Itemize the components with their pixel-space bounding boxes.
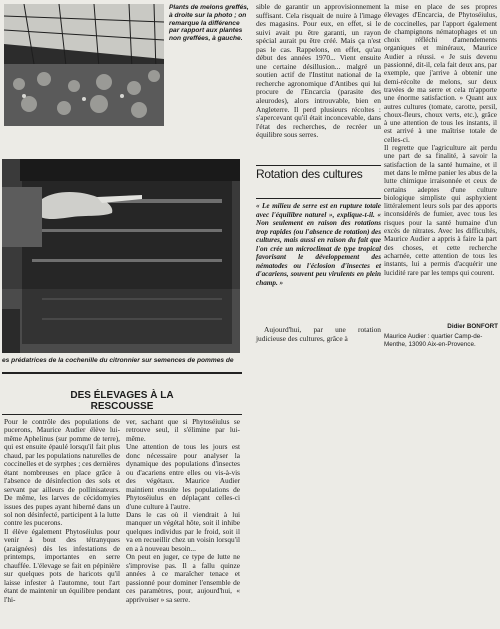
greenhouse-image — [4, 4, 164, 126]
section-rule — [256, 165, 381, 166]
column-2-top: sible de garantir un approvisionnement suffisant. Cela risquait de nuire à l'image des magasins. Pour eux, en effet, si le suivi avait pu être garanti, un rayon spécial aurait pu être créé. Mais ça n'est pas le cas. Rappelons, en effet, qu'au début des années 1970... Vient ensuite une certaine désillusion... malgré un soutien actif de l'Institut national de la recherche agronomique d'Antibes qui lui procure de l'Encarcia (parasite des aleurodes), alors introuvable, bien en Angleterre. Il perd plusieurs récoltes : s'apercevant qu'il était inconcevable, dans l'état des recherches, de recréer un équilibre sous serres. — [256, 2, 381, 140]
section-after: Aujourd'hui, par une rotation judicieuse des cultures, grâce à — [256, 325, 381, 343]
box-column-a: Pour le contrôle des populations de pucerons, Maurice Audier élève lui-même Aphelinus (sur pomme de terre), qui est ensuite épaulé lorsqu'il fait plus chaud, par les populations naturelles de coccinelles et de syrphes ; ces dernières étant nombreuses en place grâce à l'absence de désinfection des sols et servant par ailleurs de pollinisateurs. De même, les larves de cécidomyies issues des pupes ayant hiberné dans un sol non désinfecté, participent à la lutte contre les pucerons. Il élève également Phytoséiulus pour venir à bout des tétranyques (araignées) dès les infestations de printemps, importantes en serre chauffée. L'élevage se fait en pépinière sur quelques pots de haricots qu'il laisse infester à l'automne, tout l'art étant de maintenir un équilibre pendant l'hi- — [4, 417, 120, 604]
box-title-line-1: DES ÉLEVAGES À LA — [70, 390, 174, 401]
rearing-image — [2, 159, 240, 353]
box-top-rule — [2, 372, 242, 374]
greenhouse-photo — [4, 4, 164, 126]
section-quote: « Le milieu de serre est en rupture totale avec l'équilibre naturel », explique-t-il. « Non seulement en raison des rotations trop rapides (ou l'absence de rotation) des cultures, mais aussi en raison du fait que l'on crée un microclimat de type tropical favorisant le développement des nématodes ou l'éclosion d'insectes et d'acariens, souvent peu virulents en plein champ. » — [256, 202, 381, 287]
greenhouse-caption: Plants de melons greffés, à droite sur la photo ; on remarque la différence par rapport aux plantes non greffées, à gauche. — [169, 4, 249, 43]
box-title-rule — [2, 414, 242, 415]
author-signature: Didier BONFORT — [447, 323, 498, 330]
section-heading: Rotation des cultures — [256, 167, 363, 181]
box-title-line-2: RESCOUSSE — [90, 401, 154, 412]
bottom-photo-caption: es prédatrices de la cochenille du citronnier sur semences de pommes de — [2, 357, 234, 364]
box-column-b: ver, sachant que si Phytoséiulus se retrouve seul, il s'élimine par lui-même. Une attention de tous les jours est donc nécessaire pour analyser la dynamique des populations d'insectes ou d'acariens entre elles ou vis-à-vis des végétaux. Maurice Audier maintient ensuite les populations de Phytoséiulus en déplaçant celles-ci d'une culture à l'autre. Dans le cas où il viendrait à lui manquer un végétal hôte, soit il inhibe quelques individus par le froid, soit il va en recueillir chez un voisin lorsqu'il en a à nouveau besoin... On peut en juger, ce type de lutte ne s'improvise pas. Il a fallu quinze années à ce maraîcher tenace et passionné pour dominer l'ensemble de ces paramètres, pour, aujourd'hui, « apprivoiser » sa serre. — [126, 417, 240, 604]
rearing-photo — [2, 159, 240, 353]
author-address: Maurice Audier : quartier Camp-de-Menthe, 13090 Aix-en-Provence. — [384, 333, 483, 348]
section-heading-rule — [256, 198, 381, 199]
column-3: la mise en place de ses propres élevages d'Encarcia, de Phytoséiulus, de coccinelles, par l'apport également de champignons nématophages et un choix réfléchi d'amendements organiques et minéraux, Maurice Audier a réussi. « Je suis devenu passionné, dit-il, cela fait deux ans, par exemple, que j'arrive à obtenir une demi-récolte de melons, sur deux travées de ma serre et cela m'apporte une énorme satisfaction. » Quant aux autres cultures (tomate, carotte, persil, choux-fleurs, choux verts, etc.), grâce à une attention de tous les instants, il est arrivé à une maîtrise totale de celles-ci. Il regrette que l'agriculture ait perdu une part de sa finalité, à savoir la satisfaction de la santé humaine, et il met dans le même panier les abus de la lutte chimique irraisonnée et ceux de certains adeptes d'une culture biologique simpliste qui asphyxient littéralement leurs sols par des apports inconsidérés de fumier, avec tous les risques pour la santé humaine d'un excès de nitrates. Avec les difficultés, Maurice Audier a appris à faire la part des choses, et cette recherche acharnée, cette attention de tous les instants, lui a permis d'acquérir une lucidité rare par les temps qui courent. — [384, 3, 497, 277]
